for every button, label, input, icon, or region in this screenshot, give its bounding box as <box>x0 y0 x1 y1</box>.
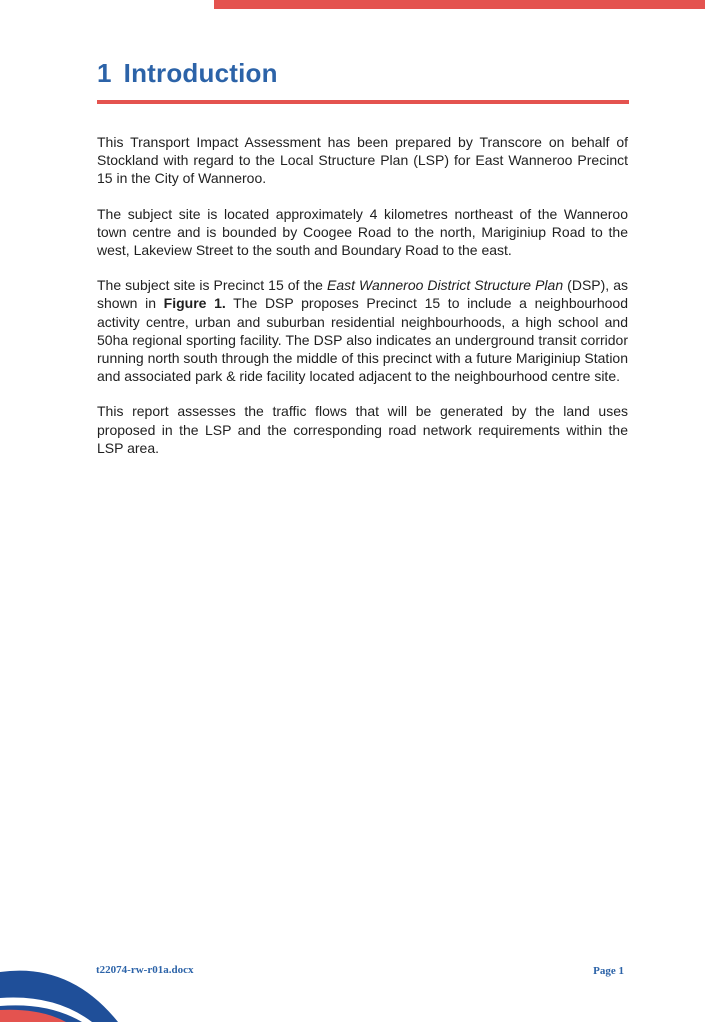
section-number: 1 <box>97 58 112 88</box>
paragraph-3-text-b: (DSP), as shown in <box>97 277 628 312</box>
footer-page-number: Page 1 <box>593 965 624 977</box>
section-title: Introduction <box>123 58 278 88</box>
paragraph-4: This report assesses the traffic flows that will be generated by the land uses proposed in the LSP and the corresponding road network requirements within the LSP area. <box>97 403 628 456</box>
header-accent-bar <box>214 0 705 9</box>
section-heading <box>97 58 278 89</box>
paragraph-3-text-c: The DSP proposes Precinct 15 to include a neighbourhood activity centre, urban and suburban residential neighbourhoods, a high school and 50ha regional sporting facility. The DSP also indicates an underground transit corridor running north south through the middle of this precinct with a future Mariginiup Station and associated park & ride facility located adjacent to the neighbourhood centre site. <box>97 295 628 385</box>
footer-filename: t22074-rw-r01a.docx <box>96 964 194 976</box>
paragraph-2: The subject site is located approximately 4 kilometres northeast of the Wanneroo town centre and is bounded by Coogee Road to the north, Mariginiup Road to the west, Lakeview Street to the south and Boundary Road to the east. <box>97 205 628 259</box>
corner-logo-arc <box>0 962 125 1022</box>
paragraph-3-text-a: The subject site is Precinct 15 of the <box>97 277 327 294</box>
paragraph-3 <box>97 276 628 385</box>
heading-underline <box>97 100 629 104</box>
section-body <box>97 133 628 474</box>
plan-title: East Wanneroo District Structure Plan <box>327 277 564 294</box>
paragraph-1: This Transport Impact Assessment has been prepared by Transcore on behalf of Stockland with regard to the Local Structure Plan (LSP) for East Wanneroo Precinct 15 in the City of Wanneroo. <box>97 134 628 187</box>
figure-reference: Figure 1. <box>163 295 226 312</box>
